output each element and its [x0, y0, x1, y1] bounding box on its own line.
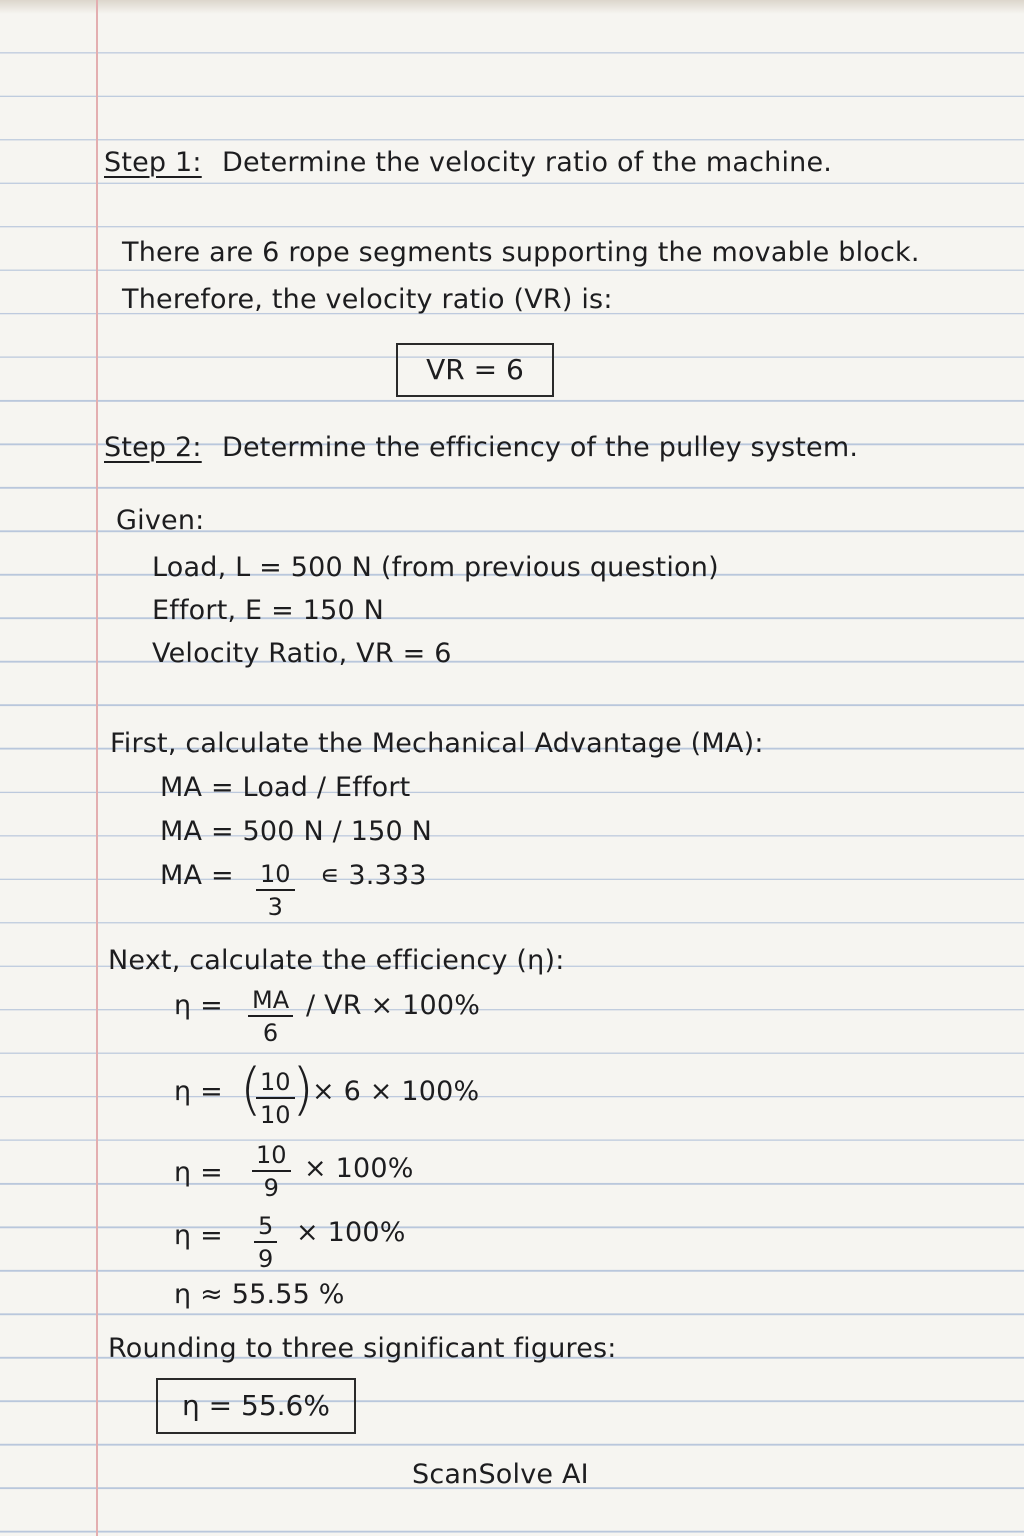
eff-eq2-suffix: × 6 × 100% — [312, 1076, 480, 1107]
footer-brand: ScanSolve AI — [412, 1459, 589, 1490]
step1-label: Step 1: — [104, 147, 202, 178]
eff-eq3-suffix: × 100% — [304, 1153, 414, 1184]
margin-line — [96, 0, 98, 1536]
eff-eq3-denominator: 9 — [263, 1174, 279, 1202]
given-load: Load, L = 500 N (from previous question) — [152, 552, 719, 583]
ma-line3-prefix: MA = — [160, 860, 234, 891]
ma-fraction-numerator: 10 — [256, 860, 295, 891]
eff-eq3-fraction — [252, 1141, 291, 1202]
eff-eq2-right-paren: ) — [292, 1057, 314, 1122]
eff-eq2-fraction — [256, 1068, 295, 1129]
eff-eq1-numerator: MA — [248, 986, 293, 1017]
eff-eq4-fraction — [254, 1212, 277, 1273]
ma-fraction-denominator: 3 — [267, 893, 283, 921]
step1-line1: There are 6 rope segments supporting the movable block. — [122, 237, 920, 268]
ma-line2: MA = 500 N / 150 N — [160, 816, 433, 847]
step2-label: Step 2: — [104, 432, 202, 463]
eff-eq2-left-paren: ( — [240, 1057, 262, 1122]
eff-eq2-denominator: 10 — [260, 1101, 291, 1129]
eff-eq3-prefix: η = — [174, 1157, 223, 1188]
step1-line2: Therefore, the velocity ratio (VR) is: — [122, 284, 613, 315]
final-result-box: η = 55.6% — [156, 1378, 356, 1434]
ma-line1: MA = Load / Effort — [160, 772, 411, 803]
eff-eq3-numerator: 10 — [252, 1141, 291, 1172]
vr-result-box: VR = 6 — [396, 343, 554, 397]
eff-eq1-denominator: 6 — [262, 1019, 279, 1047]
eff-eq5: η ≈ 55.55 % — [174, 1279, 345, 1310]
eff-eq2-prefix: η = — [174, 1076, 223, 1107]
eff-eq4-prefix: η = — [174, 1220, 223, 1251]
given-title: Given: — [116, 505, 205, 536]
eff-eq2-numerator: 10 — [256, 1068, 295, 1099]
given-effort: Effort, E = 150 N — [152, 595, 385, 626]
ma-line3-suffix: ∊ 3.333 — [320, 860, 427, 891]
step1-heading: Determine the velocity ratio of the machine. — [222, 147, 833, 178]
eff-eq4-denominator: 9 — [258, 1245, 274, 1273]
eff-eq1-prefix: η = — [174, 990, 223, 1021]
step2-heading: Determine the efficiency of the pulley system. — [222, 432, 859, 463]
ma-fraction — [256, 860, 295, 921]
eff-eq4-numerator: 5 — [254, 1212, 277, 1243]
eff-eq4-suffix: × 100% — [296, 1217, 406, 1248]
page-top-edge — [0, 0, 1024, 14]
given-vr: Velocity Ratio, VR = 6 — [152, 638, 452, 669]
eff-eq1-fraction — [248, 986, 293, 1047]
eff-title: Next, calculate the efficiency (η): — [108, 945, 565, 976]
rounding-title: Rounding to three significant figures: — [108, 1333, 617, 1364]
eff-eq1-suffix: / VR × 100% — [306, 990, 481, 1021]
ma-title: First, calculate the Mechanical Advantage (MA): — [110, 728, 764, 759]
